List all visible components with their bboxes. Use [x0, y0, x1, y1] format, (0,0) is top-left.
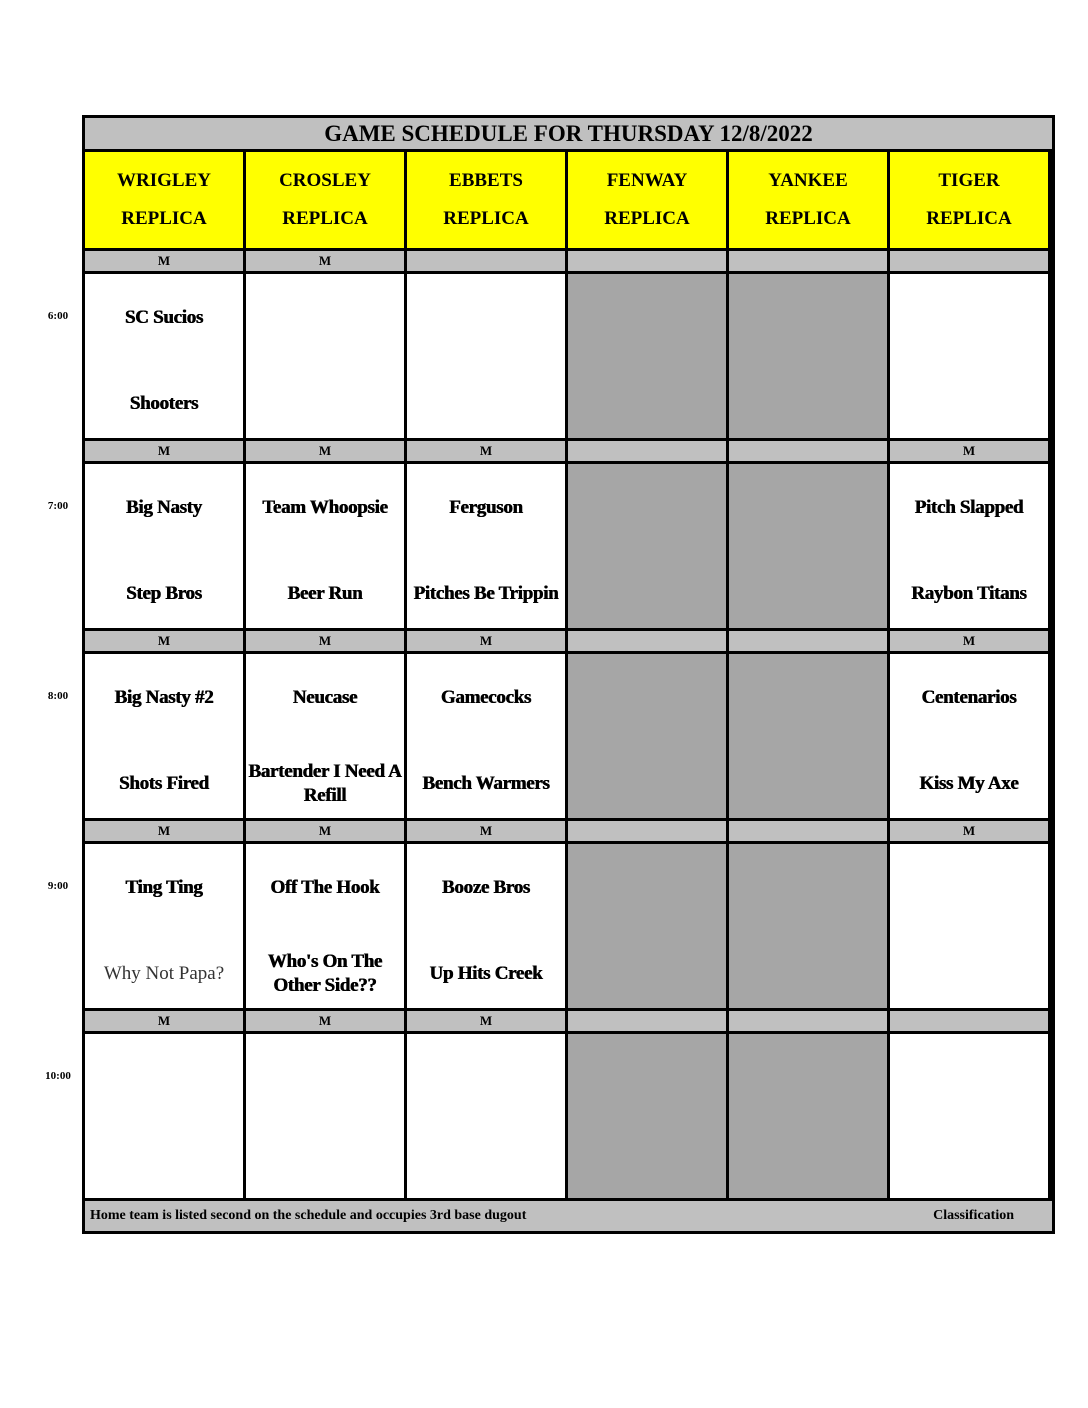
classification-cell: M [890, 821, 1048, 841]
field-header-fenway [568, 152, 726, 248]
game-slot [246, 464, 404, 628]
classification-cell: M [246, 631, 404, 651]
footer-row [85, 1201, 1052, 1231]
away-team: Team Whoopsie [262, 497, 388, 518]
classification-cell: M [85, 441, 243, 461]
home-team: Beer Run [287, 583, 363, 604]
away-team: Gamecocks [440, 687, 532, 708]
field-name: FENWAY [606, 170, 688, 191]
away-team: Centenarios [921, 687, 1017, 708]
field-name: WRIGLEY [117, 170, 211, 191]
unavailable-slot [568, 844, 726, 1008]
away-team: Ting Ting [125, 877, 203, 898]
unavailable-slot [568, 1034, 726, 1198]
schedule-table [82, 115, 1055, 1234]
classification-cell: M [85, 631, 243, 651]
game-slot [890, 1034, 1048, 1198]
classification-cell: M [890, 441, 1048, 461]
classification-cell [568, 821, 726, 841]
field-name: EBBETS [449, 170, 523, 191]
unavailable-slot [568, 654, 726, 818]
game-slot [85, 464, 243, 628]
home-team: Kiss My Axe [919, 773, 1019, 794]
home-team: Step Bros [126, 583, 202, 604]
field-subtitle: REPLICA [282, 208, 368, 229]
footer-note: Home team is listed second on the schedule and occupies 3rd base dugout [90, 1208, 527, 1223]
classification-cell [890, 251, 1048, 271]
field-subtitle: REPLICA [121, 208, 207, 229]
time-label: 10:00 [45, 1070, 71, 1082]
game-slot [246, 844, 404, 1008]
field-header-ebbets [407, 152, 565, 248]
unavailable-slot [729, 844, 887, 1008]
classification-cell: M [85, 251, 243, 271]
classification-cell [568, 441, 726, 461]
game-slot [407, 274, 565, 438]
game-slot [407, 1034, 565, 1198]
classification-cell [729, 631, 887, 651]
home-team: Raybon Titans [911, 583, 1027, 604]
field-subtitle: REPLICA [443, 208, 529, 229]
classification-cell [890, 1011, 1048, 1031]
game-slot [890, 274, 1048, 438]
classification-cell: M [407, 631, 565, 651]
classification-cell: M [407, 821, 565, 841]
game-slot [890, 464, 1048, 628]
classification-cell: M [407, 441, 565, 461]
time-label: 8:00 [47, 690, 69, 702]
field-header-tiger [890, 152, 1048, 248]
classification-cell: M [85, 1011, 243, 1031]
game-slot [246, 274, 404, 438]
time-label: 9:00 [47, 880, 69, 892]
field-subtitle: REPLICA [604, 208, 690, 229]
field-name: YANKEE [768, 170, 848, 191]
game-slot [890, 654, 1048, 818]
classification-cell [407, 251, 565, 271]
field-subtitle: REPLICA [765, 208, 851, 229]
game-slot [407, 844, 565, 1008]
classification-cell [568, 1011, 726, 1031]
classification-cell [729, 441, 887, 461]
game-slot [246, 1034, 404, 1198]
field-header-crosley [246, 152, 404, 248]
classification-cell: M [246, 821, 404, 841]
field-header-yankee [729, 152, 887, 248]
game-slot [407, 654, 565, 818]
game-slot [246, 654, 404, 818]
away-team: Off The Hook [270, 877, 380, 898]
home-team: Bench Warmers [422, 773, 550, 794]
field-header-wrigley [85, 152, 243, 248]
away-team: Big Nasty [126, 497, 202, 518]
classification-cell [568, 251, 726, 271]
classification-cell: M [407, 1011, 565, 1031]
game-slot [85, 844, 243, 1008]
home-team: Up Hits Creek [429, 963, 543, 984]
classification-cell [729, 1011, 887, 1031]
unavailable-slot [729, 1034, 887, 1198]
home-team: Pitches Be Trippin [413, 583, 559, 604]
unavailable-slot [729, 464, 887, 628]
game-slot [407, 464, 565, 628]
classification-label: Classification [933, 1208, 1014, 1223]
time-label: 6:00 [47, 310, 69, 322]
classification-cell: M [85, 821, 243, 841]
classification-cell: M [246, 1011, 404, 1031]
home-team: Who's On The Other Side?? [267, 951, 383, 996]
away-team: Neucase [292, 687, 358, 708]
game-slot [890, 844, 1048, 1008]
home-team: Shots Fired [119, 773, 209, 794]
unavailable-slot [729, 274, 887, 438]
schedule-title: GAME SCHEDULE FOR THURSDAY 12/8/2022 [85, 118, 1052, 149]
game-slot [85, 274, 243, 438]
field-name: TIGER [938, 170, 1000, 191]
game-slot [85, 654, 243, 818]
unavailable-slot [568, 274, 726, 438]
away-team: Booze Bros [442, 877, 530, 898]
away-team: Pitch Slapped [914, 497, 1024, 518]
away-team: Big Nasty #2 [114, 687, 214, 708]
unavailable-slot [568, 464, 726, 628]
field-name: CROSLEY [279, 170, 371, 191]
classification-cell: M [890, 631, 1048, 651]
classification-cell [729, 821, 887, 841]
classification-cell: M [246, 251, 404, 271]
away-team: SC Sucios [124, 307, 204, 328]
game-slot [85, 1034, 243, 1198]
classification-cell [729, 251, 887, 271]
unavailable-slot [729, 654, 887, 818]
field-subtitle: REPLICA [926, 208, 1012, 229]
home-team: Bartender I Need A Refill [248, 761, 402, 806]
away-team: Ferguson [449, 497, 523, 518]
classification-cell: M [246, 441, 404, 461]
classification-cell [568, 631, 726, 651]
home-team: Why Not Papa? [103, 963, 225, 984]
home-team: Shooters [129, 393, 199, 414]
time-label: 7:00 [47, 500, 69, 512]
